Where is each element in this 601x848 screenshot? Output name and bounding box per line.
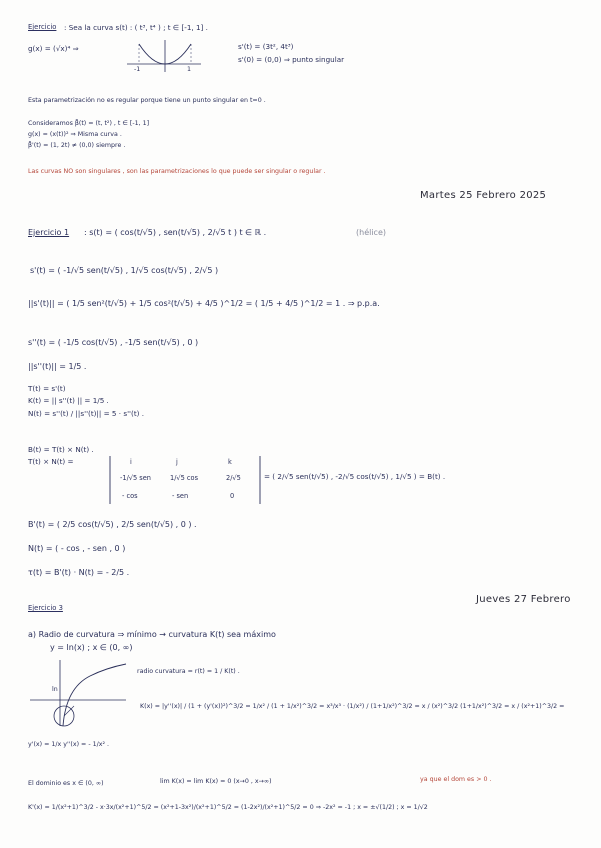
first-derivative: s'(t) = ( -1/√5 sen(t/√5) , 1/√5 cos(t/√5) , 2/√5 ): [30, 266, 219, 275]
first-derivative-norm: ||s'(t)|| = ( 1/5 sen²(t/√5) + 1/5 cos²(t/√5) + 4/5 )^1/2 = ( 1/5 + 4/5 )^1/2 = 1 . ⇒ p.p.a.: [28, 299, 380, 308]
derivative-zero-line: s'(0) = (0,0) ⇒ punto singular: [238, 55, 345, 64]
tangent-line: T(t) = s'(t): [28, 384, 66, 393]
matrix-k: k: [228, 458, 232, 466]
helix-label: (hélice): [356, 228, 386, 237]
second-derivative: s''(t) = ( -1/5 cos(t/√5) , -1/5 sen(t/√5) , 0 ): [28, 338, 199, 347]
torsion-line: τ(t) = B'(t) · N(t) = - 2/5 .: [28, 568, 130, 577]
graph-ln-label: ln: [52, 686, 58, 693]
curvature-formula: K(x) = |y''(x)| / (1 + (y'(x))²)^3/2 = 1/x² / (1 + 1/x²)^3/2 = x³/x³ · (1/x²) / (1+1/x²)^3/2 = x / (x²)^3/2 (1+1/x²)^3/2 = x / (x²+1)^3/2 =: [140, 703, 565, 710]
exercise-1-heading: Ejercicio 1: [28, 228, 70, 237]
cross-product-label: T(t) × N(t) =: [28, 457, 74, 466]
curvature-derivative: K'(x) = 1/(x²+1)^3/2 - x·3x/(x²+1)^5/2 = (x²+1-3x²)/(x²+1)^5/2 = (1-2x²)/(x²+1)^5/2 = 0 ⇒ -2x² = -1 ; x = ±√(1/2) ; x = 1/√2: [28, 804, 428, 811]
beta-derivative-line: β̃'(t) = (1, 2t) ≠ (0,0) siempre .: [28, 142, 126, 149]
y-derivatives: y'(x) = 1/x y''(x) = - 1/x² .: [28, 741, 109, 748]
domain-red-note: ya que el dom es > 0 .: [420, 776, 492, 783]
function-domain-line: y = ln(x) ; x ∈ (0, ∞): [50, 643, 133, 652]
date-tuesday: Martes 25 Febrero 2025: [420, 190, 547, 201]
not-regular-statement: Esta parametrización no es regular porque tiene un punto singular en t=0 .: [28, 97, 266, 104]
matrix-r3b: - sen: [172, 492, 189, 500]
graph-function: g(x) = (√x)⁴ ⇒: [28, 44, 79, 53]
axis-label-1: 1: [187, 66, 192, 73]
matrix-i: i: [130, 458, 132, 466]
date-thursday: Jueves 27 Febrero: [476, 594, 571, 605]
curvature-line: K(t) = || s''(t) || = 1/5 .: [28, 396, 109, 405]
axis-label-minus1: -1: [134, 66, 141, 73]
binormal-result: = ( 2/√5 sen(t/√5) , -2/√5 cos(t/√5) , 1/√5 ) = B(t) .: [264, 472, 446, 481]
matrix-r2a: -1/√5 sen: [120, 474, 151, 482]
normal-vector: N(t) = ( - cos , - sen , 0 ): [28, 544, 126, 553]
matrix-r3a: - cos: [122, 492, 138, 500]
second-derivative-norm: ||s''(t)|| = 1/5 .: [28, 362, 87, 371]
consider-line: Consideramos β̃(t) = (t, t²) , t ∈ [-1, 1]: [28, 120, 150, 127]
exercise-heading-top: Ejercicio: [28, 23, 57, 31]
curve-definition: : Sea la curva s(t) : ( t³, t⁴ ) ; t ∈ [-1, 1] .: [64, 23, 208, 32]
limits-line: lim K(x) = lim K(x) = 0 (x→0 , x→∞): [160, 778, 272, 785]
same-curve-line: g(x) = (x(t))² ⇒ Misma curva .: [28, 131, 122, 138]
log-curve-graph-icon: [30, 658, 130, 728]
part-a-line: a) Radio de curvatura ⇒ mínimo → curvatura K(t) sea máximo: [28, 630, 276, 639]
exercise-1-definition: : s(t) = ( cos(t/√5) , sen(t/√5) , 2/√5 t ) t ∈ ℝ .: [84, 228, 267, 237]
radius-definition: radio curvatura = r(t) = 1 / K(t) .: [137, 668, 240, 675]
red-note: Las curvas NO son singulares , son las parametrizaciones lo que puede ser singular o regular .: [28, 168, 326, 175]
exercise-3-heading: Ejercicio 3: [28, 604, 63, 612]
matrix-j: j: [176, 458, 178, 466]
derivative-line: s'(t) = (3t², 4t³): [238, 42, 294, 51]
matrix-r2b: 1/√5 cos: [170, 474, 199, 482]
normal-line: N(t) = s''(t) / ||s''(t)|| = 5 · s''(t) .: [28, 409, 145, 418]
domain-line: El dominio es x ∈ (0, ∞): [28, 780, 104, 787]
binormal-line: B(t) = T(t) × N(t) .: [28, 445, 94, 454]
matrix-r2c: 2/√5: [226, 474, 241, 482]
binormal-derivative: B'(t) = ( 2/5 cos(t/√5) , 2/5 sen(t/√5) , 0 ) .: [28, 520, 197, 529]
matrix-r3c: 0: [230, 492, 235, 500]
